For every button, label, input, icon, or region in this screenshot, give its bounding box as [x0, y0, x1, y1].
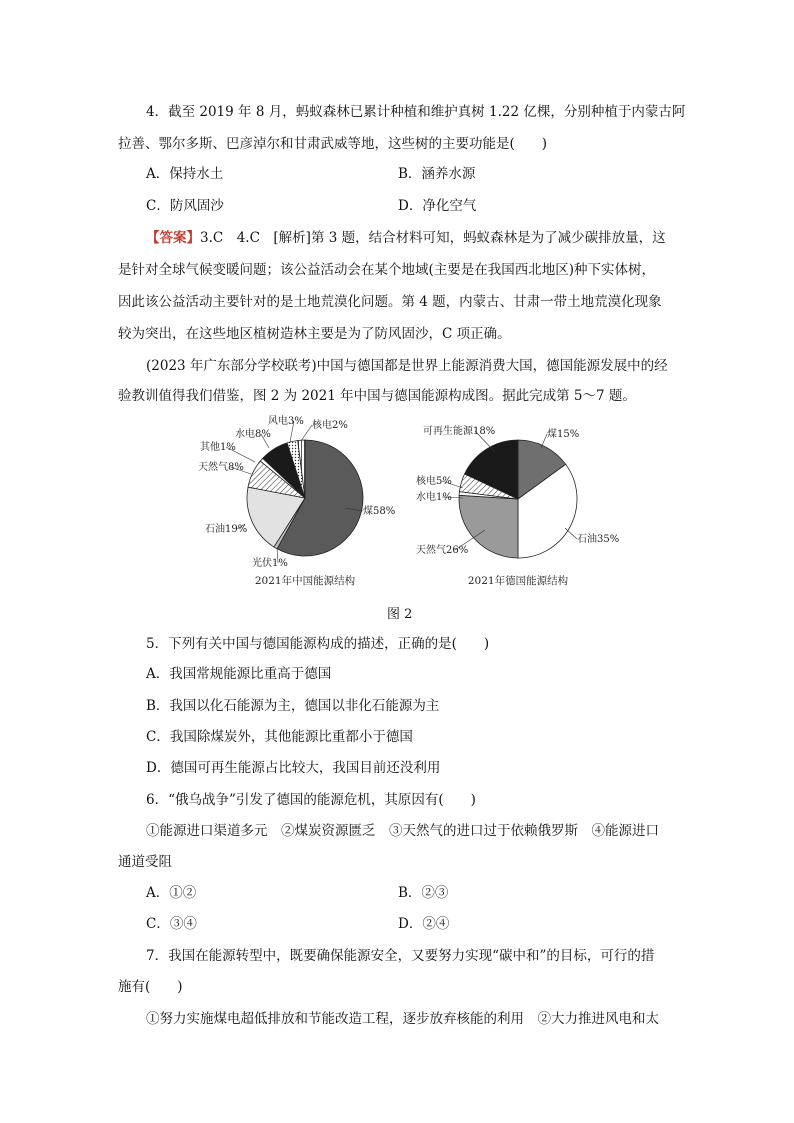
- pie-leader-0-7: [301, 425, 312, 441]
- pie-label-1-3: 水电1%: [416, 492, 452, 503]
- pie-label-0-4: 其他1%: [200, 442, 236, 453]
- pie-label-0-7: 核电2%: [312, 420, 348, 431]
- pie-label-0-2: 石油19%: [205, 524, 248, 535]
- pie-chart-title-1: 2021年德国能源结构: [467, 575, 569, 587]
- q6-option-a: A．①②: [146, 885, 197, 901]
- q6-option-b: B．②③: [398, 885, 449, 901]
- intro-line2: 验教训值得我们借鉴，图 2 为 2021 年中国与德国能源构成图。据此完成第 5～7 题。: [118, 388, 636, 404]
- pie-label-0-5: 水电8%: [235, 429, 271, 440]
- pie-label-0-3: 天然气8%: [198, 462, 244, 473]
- q6-items-line2: 通道受阻: [118, 854, 172, 870]
- q4-stem-line2: 拉善、鄂尔多斯、巴彦淖尔和甘肃武威等地，这些树的主要功能是( ): [118, 136, 548, 152]
- q6-option-d: D．②④: [398, 916, 450, 932]
- germany-pie-chart: [416, 424, 619, 587]
- pie-label-0-1: 光伏1%: [252, 558, 288, 569]
- q5-option-a: A．我国常规能源比重高于德国: [146, 666, 332, 682]
- q5-option-b: B．我国以化石能源为主，德国以非化石能源为主: [146, 698, 440, 714]
- answer-line1: [146, 228, 706, 248]
- q5-option-d: D．德国可再生能源占比较大，我国目前还没利用: [146, 760, 441, 776]
- q7-stem-line2: 施有( ): [118, 979, 183, 995]
- pie-label-1-2: 天然气26%: [416, 545, 469, 556]
- pie-label-0-6: 风电3%: [268, 416, 304, 427]
- q6-items-line1: ①能源进口渠道多元 ②煤炭资源匮乏 ③天然气的进口过于依赖俄罗斯 ④能源进口: [146, 823, 659, 839]
- q4-option-c: C．防风固沙: [146, 198, 224, 214]
- pie-label-1-0: 煤15%: [547, 429, 580, 440]
- china-pie-chart: [198, 414, 395, 587]
- q7-stem-line1: 7．我国在能源转型中，既要确保能源安全，又要努力实现“碳中和”的目标，可行的措: [146, 948, 655, 964]
- answer-tag: 【答案】: [146, 230, 200, 246]
- pie-label-1-4: 核电5%: [416, 476, 452, 487]
- q6-stem: 6．“俄乌战争”引发了德国的能源危机，其原因有( ): [146, 792, 476, 808]
- answer-line2: 是针对全球气候变暖问题；该公益活动会在某个地域(主要是在我国西北地区)种下实体树，: [118, 262, 656, 278]
- pie-leader-1-1: [565, 528, 577, 539]
- q6-option-c: C．③④: [146, 916, 197, 932]
- q4-stem-line1: 4．截至 2019 年 8 月，蚂蚁森林已累计种植和维护真树 1.22 亿棵，分别种植于内蒙古阿: [146, 104, 686, 120]
- answer-line3: 因此该公益活动主要针对的是土地荒漠化问题。第 4 题，内蒙古、甘肃一带土地荒漠化现象: [118, 294, 662, 310]
- intro-line1: (2023 年广东部分学校联考)中国与德国都是世界上能源消费大国，德国能源发展中的经: [146, 358, 668, 374]
- q7-items-line1: ①努力实施煤电超低排放和节能改造工程，逐步放弃核能的利用 ②大力推进风电和太: [146, 1011, 659, 1027]
- answer-line4: 较为突出，在这些地区植树造林主要是为了防风固沙，C 项正确。: [118, 326, 511, 342]
- q4-option-b: B．涵养水源: [398, 166, 476, 182]
- energy-pie-charts: [195, 408, 620, 598]
- pie-label-1-1: 石油35%: [577, 534, 620, 545]
- pie-chart-title-0: 2021年中国能源结构: [254, 575, 356, 587]
- pie-label-0-0: 煤58%: [363, 506, 396, 517]
- figure-caption: 图 2: [387, 607, 413, 622]
- q5-option-c: C．我国除煤炭外，其他能源比重都小于德国: [146, 729, 413, 745]
- q4-option-a: A．保持水土: [146, 166, 224, 182]
- answer-text: 3.C 4.C [解析]第 3 题，结合材料可知，蚂蚁森林是为了减少碳排放量，这: [200, 230, 666, 246]
- pie-label-1-5: 可再生能源18%: [423, 426, 496, 437]
- q4-option-d: D．净化空气: [398, 198, 477, 214]
- q5-stem: 5．下列有关中国与德国能源构成的描述，正确的是( ): [146, 636, 490, 652]
